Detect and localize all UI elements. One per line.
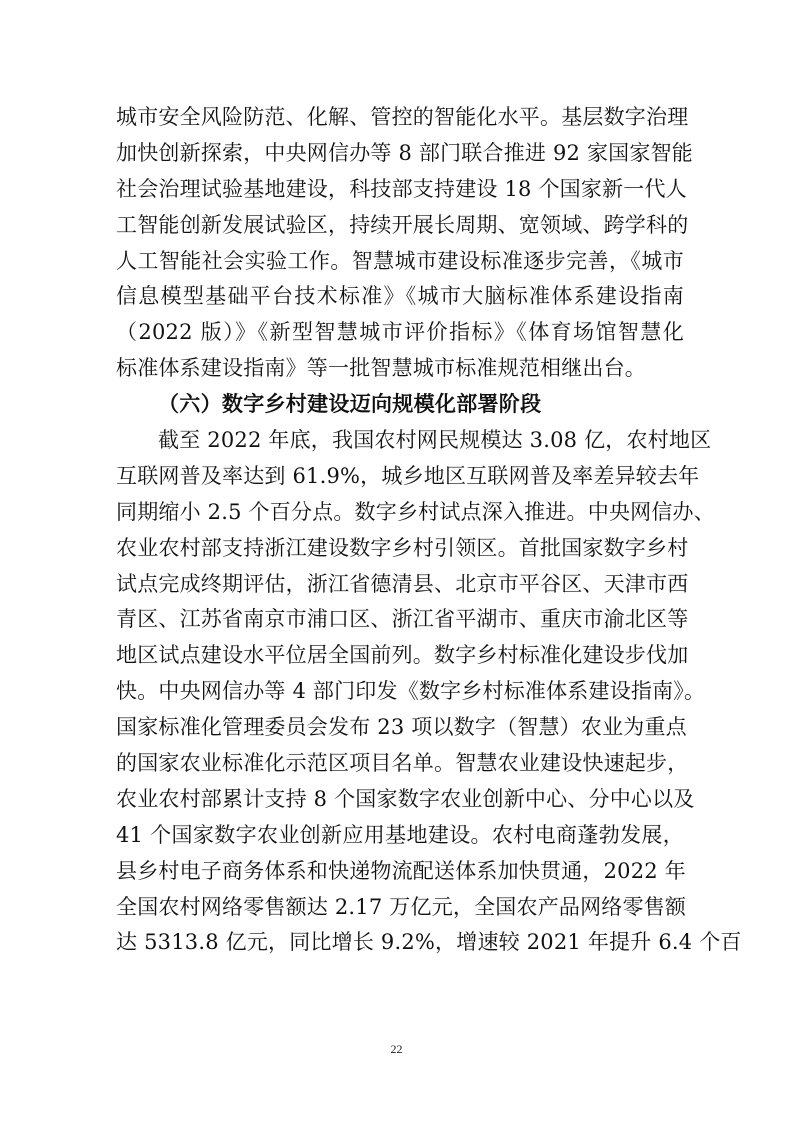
paragraph-line: 加快创新探索，中央网信办等 8 部门联合推进 92 家国家智能 [116,140,693,165]
page-number: 22 [390,1042,403,1056]
paragraph-line: 标准体系建设指南》等一批智慧城市标准规范相继出台。 [116,356,646,381]
paragraph-line: 试点完成终期评估，浙江省德清县、北京市平谷区、天津市西 [116,571,689,596]
paragraph-line: 同期缩小 2.5 个百分点。数字乡村试点深入推进。中央网信办、 [116,499,715,524]
paragraph-line: 达 5313.8 亿元，同比增长 9.2%，增速较 2021 年提升 6.4 个百 [116,930,742,955]
paragraph-line: 人工智能社会实验工作。智慧城市建设标准逐步完善，《城市 [116,248,684,273]
paragraph-line: 全国农村网络零售额达 2.17 万亿元，全国农产品网络零售额 [116,894,687,919]
paragraph-line: （2022 版）》《新型智慧城市评价指标》《体育场馆智慧化 [116,320,684,345]
paragraph-smart-city [116,100,693,387]
paragraph-line: 信息模型基础平台技术标准》《城市大脑标准体系建设指南 [116,284,684,309]
paragraph-line: 41 个国家数字农业创新应用基地建设。农村电商蓬勃发展， [116,822,684,847]
paragraph-line: 社会治理试验基地建设，科技部支持建设 18 个国家新一代人 [116,176,687,201]
paragraph-line: 农业农村部累计支持 8 个国家数字农业创新中心、分中心以及 [116,786,695,811]
paragraph-line: 快。中央网信办等 4 部门印发《数字乡村标准体系建设指南》。 [116,679,706,704]
paragraph-line: 农业农村部支持浙江建设数字乡村引领区。首批国家数字乡村 [116,535,689,560]
paragraph-digital-village [116,423,742,961]
paragraph-line: 互联网普及率达到 61.9%，城乡地区互联网普及率差异较去年 [116,463,700,488]
paragraph-line: 青区、江苏省南京市浦口区、浙江省平湖市、重庆市渝北区等 [116,607,689,632]
paragraph-line: 工智能创新发展试验区，持续开展长周期、宽领域、跨学科的 [116,212,689,237]
section-heading: （六）数字乡村建设迈向规模化部署阶段 [158,392,542,417]
paragraph-line: 城市安全风险防范、化解、管控的智能化水平。基层数字治理 [116,105,689,129]
paragraph-line: 截至 2022 年底，我国农村网民规模达 3.08 亿，农村地区 [158,428,712,453]
body-text [116,100,742,961]
paragraph-line: 的国家农业标准化示范区项目名单。智慧农业建设快速起步， [116,751,689,776]
paragraph-line: 国家标准化管理委员会发布 23 项以数字（智慧）农业为重点 [116,715,687,740]
paragraph-line: 县乡村电子商务体系和快递物流配送体系加快贯通，2022 年 [116,858,686,883]
paragraph-line: 地区试点建设水平位居全国前列。数字乡村标准化建设步伐加 [116,643,689,668]
